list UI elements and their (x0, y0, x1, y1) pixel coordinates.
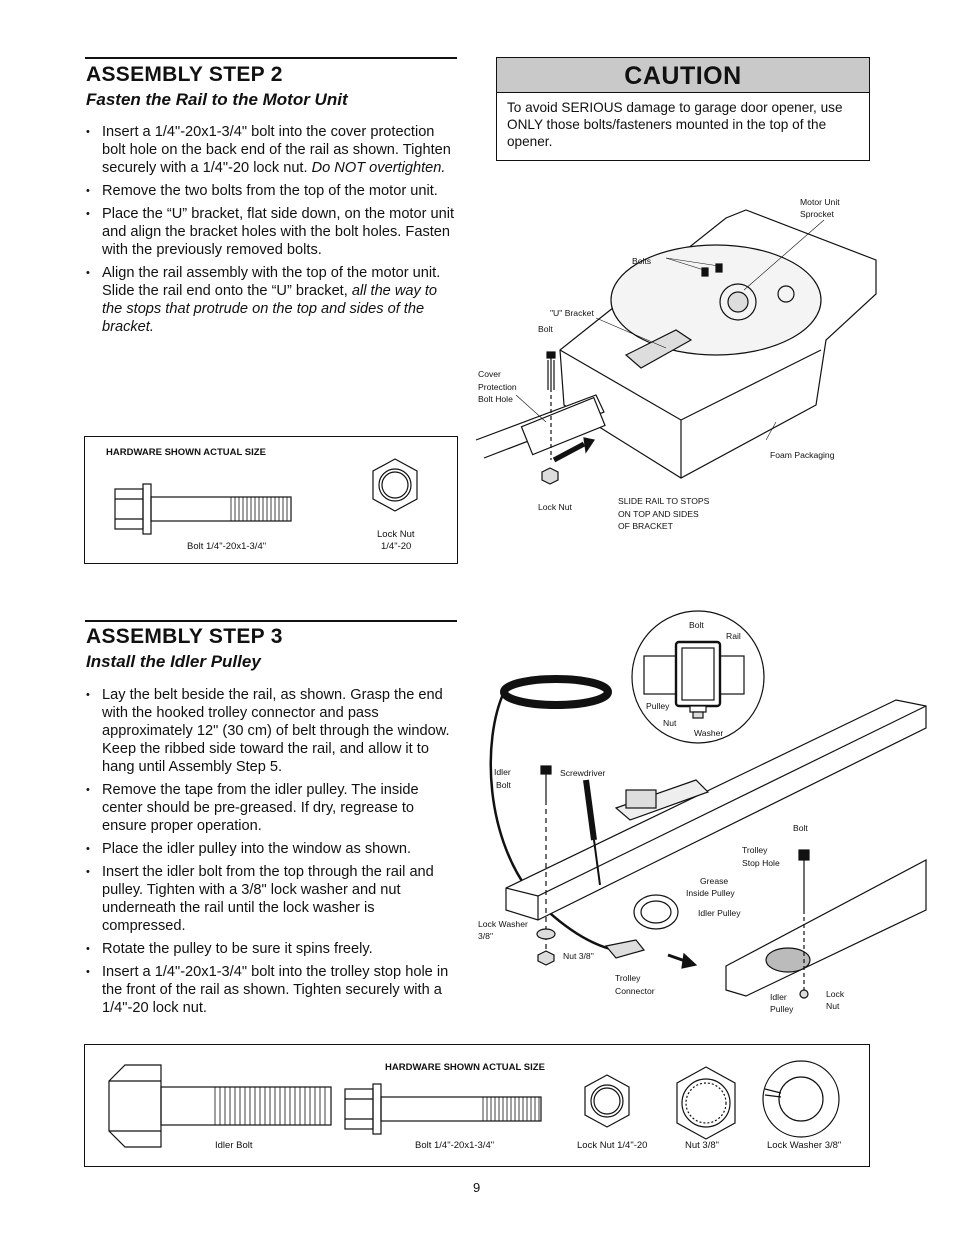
step2-subtitle: Fasten the Rail to the Motor Unit (86, 90, 348, 109)
step3-bullet: • Rotate the pulley to be sure it spins freely. (86, 940, 458, 958)
bolt-small-icon (343, 1081, 553, 1141)
trolley-stop-label-2: Stop Hole (742, 858, 780, 868)
idler-bolt-label-1: Idler (494, 767, 511, 777)
step2-hardware-box (84, 436, 458, 564)
step3-bullet: • Place the idler pulley into the window as shown. (86, 840, 458, 858)
step2-nut-label-2: 1/4"-20 (381, 541, 412, 552)
step3-title: ASSEMBLY STEP 3 (86, 625, 283, 648)
bolt-hw-label: Bolt 1/4"-20x1-3/4" (415, 1140, 495, 1151)
inset-nut-label: Nut (663, 718, 677, 728)
lock-nut-icon (365, 457, 425, 517)
step2-bullet: • Remove the two bolts from the top of the motor unit. (86, 182, 458, 200)
lock-nut2-label-1: Lock (826, 989, 845, 999)
cover-label-1: Cover (478, 369, 501, 379)
cover-label-2: Protection (478, 382, 517, 392)
step2-hardware-title: HARDWARE SHOWN ACTUAL SIZE (106, 447, 266, 458)
caution-text: To avoid SERIOUS damage to garage door opener, use ONLY those bolts/fasteners mounted in the top of the opener. (507, 100, 843, 149)
trolley-connector-label-1: Trolley (615, 973, 641, 983)
step3-bullet: • Insert a 1/4"-20x1-3/4" bolt into the trolley stop hole in the front of the rail as shown. Tighten securely with a 1/4"-20 lock nut. (86, 963, 458, 1017)
inset-rail-label: Rail (726, 631, 741, 641)
caution-title: CAUTION (497, 58, 869, 93)
grease-label-1: Grease (700, 876, 729, 886)
nut-icon (671, 1065, 741, 1145)
idler-pulley2-label-1: Idler (770, 992, 787, 1002)
caution-box (496, 57, 870, 161)
step2-bullet: • Align the rail assembly with the top of the motor unit. Slide the rail end onto the “U” bracket, all the way to the stops that protrude on the top and sides of the bracket. (86, 264, 458, 336)
step3-bullet: • Lay the belt beside the rail, as shown. Grasp the end with the hooked trolley connector and pass approximately 12" (30 cm) of belt through the window. Keep the ribbed side toward the rail, and allow it to hang until Assembly Step 5. (86, 686, 458, 776)
bolt-label-2: Bolt (793, 823, 808, 833)
u-bracket-label: "U" Bracket (550, 308, 594, 318)
idler-bolt-icon (105, 1061, 335, 1151)
trolley-stop-label-1: Trolley (742, 845, 768, 855)
idler-bolt-hw-label: Idler Bolt (215, 1140, 253, 1151)
lock-washer-label-1: Lock Washer (478, 919, 528, 929)
page-number: 9 (473, 1180, 481, 1195)
step3-hardware-title: HARDWARE SHOWN ACTUAL SIZE (385, 1062, 545, 1073)
idler-bolt-label-2: Bolt (496, 780, 511, 790)
step3-rule (85, 620, 457, 622)
step2-bullet: • Place the “U” bracket, flat side down, on the motor unit and align the bracket holes with the bolt holes. Fasten with the previously removed bolts. (86, 205, 458, 259)
lock-nut-hw-label: Lock Nut 1/4"-20 (577, 1140, 648, 1151)
bolt-label: Bolt (538, 324, 553, 334)
motor-sprocket-label-2: Sprocket (800, 209, 834, 219)
motor-sprocket-label-1: Motor Unit (800, 197, 840, 207)
bolt-icon (113, 481, 353, 541)
grease-label-2: Inside Pulley (686, 888, 735, 898)
step3-bullet: • Remove the tape from the idler pulley. The inside center should be pre-greased. If dry, regrease to ensure proper operation. (86, 781, 458, 835)
lock-nut-small-icon (577, 1073, 637, 1133)
lock-washer-hw-label: Lock Washer 3/8" (767, 1140, 842, 1151)
step2-rule (85, 57, 457, 59)
slide-label-1: SLIDE RAIL TO STOPS (618, 496, 710, 506)
step2-title: ASSEMBLY STEP 2 (86, 63, 283, 86)
cover-label-3: Bolt Hole (478, 394, 513, 404)
lock-nut-label: Lock Nut (538, 502, 572, 512)
lock-washer-icon (761, 1059, 841, 1139)
step2-bullet: • Insert a 1/4"-20x1-3/4" bolt into the cover protection bolt hole on the back end of the rail as shown. Tighten securely with a 1/4"-20 lock nut. Do NOT overtighten. (86, 123, 458, 177)
nut-label: Nut 3/8" (563, 951, 594, 961)
idler-pulley2-label-2: Pulley (770, 1004, 794, 1014)
lock-nut2-label-2: Nut (826, 1001, 840, 1011)
slide-label-2: ON TOP AND SIDES (618, 509, 699, 519)
slide-label-3: OF BRACKET (618, 521, 673, 531)
idler-pulley-illustration (476, 610, 926, 1010)
screwdriver-label: Screwdriver (560, 768, 606, 778)
trolley-connector-label-2: Connector (615, 986, 655, 996)
inset-washer-label: Washer (694, 728, 724, 738)
step3-instructions (86, 686, 458, 1022)
step3-hardware-box (84, 1044, 870, 1167)
foam-label: Foam Packaging (770, 450, 835, 460)
idler-pulley-label: Idler Pulley (698, 908, 741, 918)
inset-pulley-label: Pulley (646, 701, 670, 711)
nut-hw-label: Nut 3/8" (685, 1140, 720, 1151)
inset-bolt-label: Bolt (689, 620, 704, 630)
step2-instructions (86, 123, 458, 341)
step2-nut-label-1: Lock Nut (377, 529, 415, 540)
bolts-label: Bolts (632, 256, 652, 266)
step3-bullet: • Insert the idler bolt from the top through the rail and pulley. Tighten with a 3/8" lock washer and nut underneath the rail until the lock washer is compressed. (86, 863, 458, 935)
step3-subtitle: Install the Idler Pulley (86, 652, 261, 671)
step2-bolt-label: Bolt 1/4"-20x1-3/4" (187, 541, 267, 552)
lock-washer-label-2: 3/8" (478, 931, 493, 941)
